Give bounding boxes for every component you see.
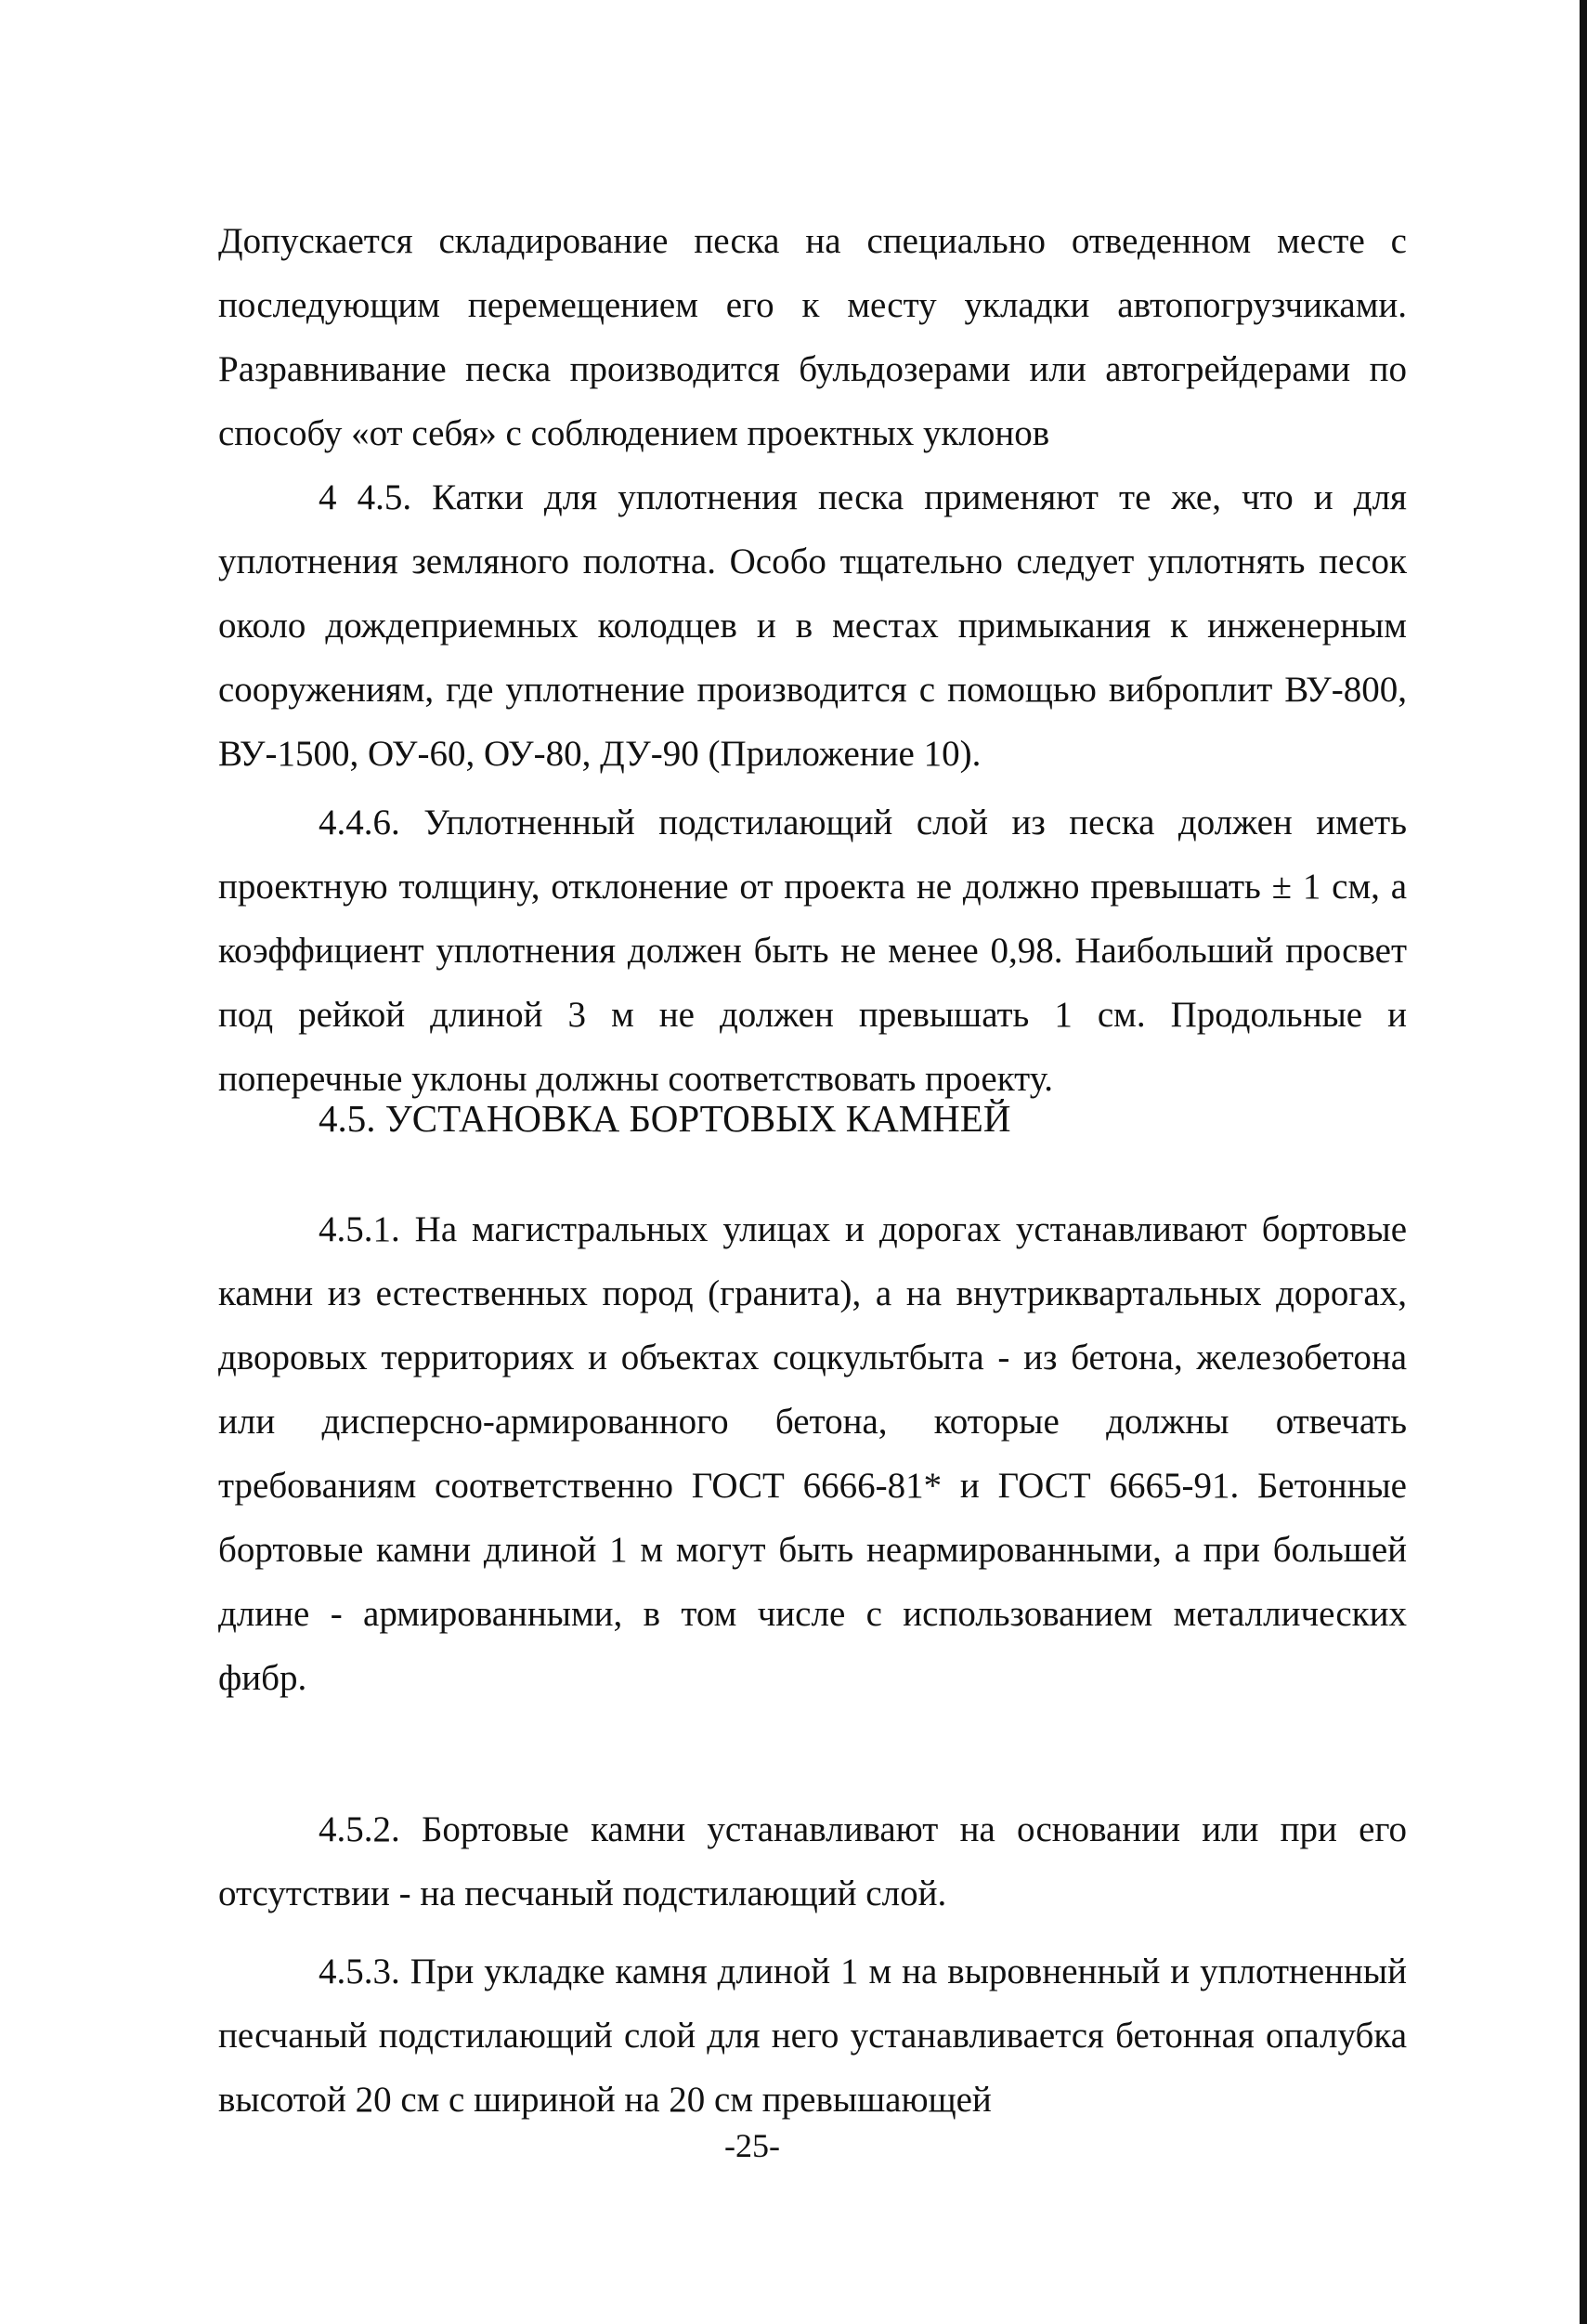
section-heading: 4.5. УСТАНОВКА БОРТОВЫХ КАМНЕЙ [319,1097,1011,1140]
scan-edge-border [1580,0,1587,2324]
paragraph-4-4-5: 4 4.5. Катки для уплотнения песка применяют те же, что и для уплотнения земляного полотна. Особо тщательно следует уплотнять песок около дождеприемных колодцев и в местах примыкания к инженерным сооружениям, где уплотнение производится с помощью виброплит ВУ-800, ВУ-1500, ОУ-60, ОУ-80, ДУ-90 (Приложение 10). [218,477,1407,774]
paragraph-4-5-1: 4.5.1. На магистральных улицах и дорогах устанавливают бортовые камни из естественных пород (гранита), а на внутриквартальных дорогах, дворовых территориях и объектах соцкультбыта - из бетона, железобетона или дисперсно-армированного бетона, которые должны отвечать требованиям соответственно ГОСТ 6666-81* и ГОСТ 6665-91. Бетонные бортовые камни длиной 1 м могут быть неармированными, а при большей длине - армированными, в том числе с использованием металлических фибр. [218,1209,1407,1698]
paragraph-sand-storage: Допускается складирование песка на специально отведенном месте с последующим перемещением его к месту укладки автопогрузчиками. Разравнивание песка производится бульдозерами или автогрейдерами по способу «от себя» с соблюдением проектных уклонов [218,221,1407,453]
paragraph-4-5-3: 4.5.3. При укладке камня длиной 1 м на выровненный и уплотненный песчаный подстилающий слой для него устанавливается бетонная опалубка высотой 20 см с шириной на 20 см превышающей [218,1952,1407,2120]
paragraph-4-4-6: 4.4.6. Уплотненный подстилающий слой из песка должен иметь проектную толщину, отклонение от проекта не должно превышать ± 1 см, а коэффициент уплотнения должен быть не менее 0,98. Наибольший просвет под рейкой длиной 3 м не должен превышать 1 см. Продольные и поперечные уклоны должны соответствовать проекту. [218,803,1407,1099]
paragraph-4-5-2: 4.5.2. Бортовые камни устанавливают на основании или при его отсутствии - на песчаный подстилающий слой. [218,1809,1407,1913]
page-number: -25- [724,2127,780,2164]
